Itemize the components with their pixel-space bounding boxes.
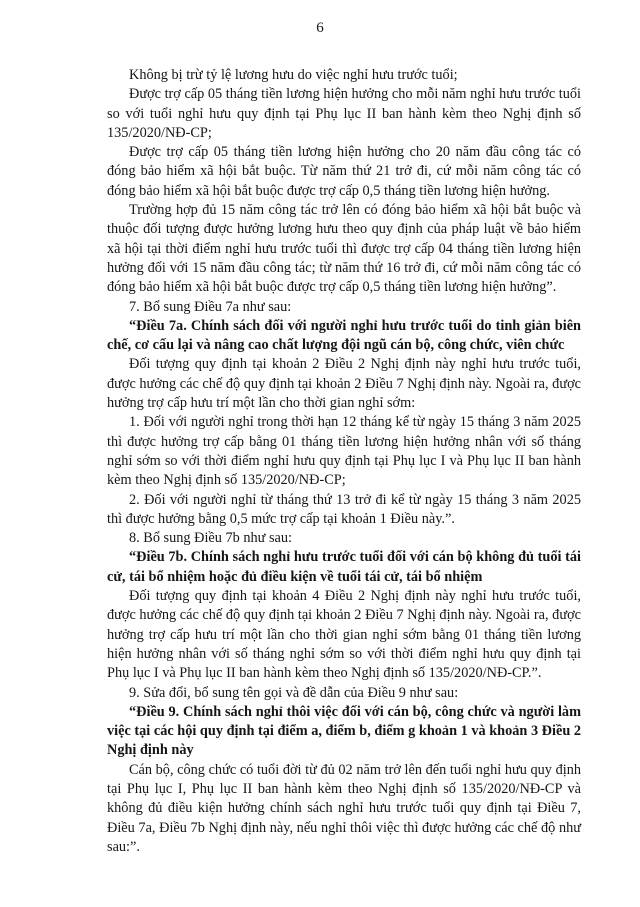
paragraph: 8. Bổ sung Điều 7b như sau: <box>129 530 293 547</box>
article-heading: “Điều 7a. Chính sách đối với người nghỉ hưu trước tuổi do tinh giản biên chế, cơ cấu lại và nâng cao chất lượng đội ngũ cán bộ, công chức, viên chức <box>107 317 581 354</box>
paragraph: Được trợ cấp 05 tháng tiền lương hiện hưởng cho 20 năm đầu công tác có đóng bảo hiểm xã hội bắt buộc. Từ năm thứ 21 trở đi, cứ mỗi năm công tác có đóng bảo hiểm xã hội bắt buộc được trợ cấp 0,5 tháng tiền lương hiện hưởng. <box>107 144 581 199</box>
paragraph: 7. Bổ sung Điều 7a như sau: <box>129 298 292 315</box>
paragraph: Cán bộ, công chức có tuổi đời từ đủ 02 năm trở lên đến tuổi nghỉ hưu quy định tại Phụ lục I, Phụ lục II ban hành kèm theo Nghị định số 135/2020/NĐ-CP và không đủ điều kiện hưởng chính sách nghỉ hưu trước tuổi quy định tại Điều 7, Điều 7a, Điều 7b Nghị định này, nếu nghỉ thôi việc thì được hưởng các chế độ như sau:”. <box>107 761 581 855</box>
paragraph: 2. Đối với người nghỉ từ tháng thứ 13 trở đi kể từ ngày 15 tháng 3 năm 2025 thì được hưởng bằng 0,5 mức trợ cấp tại khoản 1 Điều này.”. <box>107 491 581 527</box>
paragraph: 9. Sửa đổi, bổ sung tên gọi và đề dẫn của Điều 9 như sau: <box>129 684 459 701</box>
page-number: 6 <box>316 20 324 36</box>
article-heading: “Điều 9. Chính sách nghỉ thôi việc đối với cán bộ, công chức và người làm việc tại các hội quy định tại điểm a, điểm b, điểm g khoản 1 và khoản 3 Điều 2 Nghị định này <box>107 703 581 759</box>
paragraph: Được trợ cấp 05 tháng tiền lương hiện hưởng cho mỗi năm nghỉ hưu trước tuổi so với tuổi nghỉ hưu quy định tại Phụ lục II ban hành kèm theo Nghị định số 135/2020/NĐ-CP; <box>107 86 581 141</box>
paragraph: Đối tượng quy định tại khoản 4 Điều 2 Nghị định này nghỉ hưu trước tuổi, được hưởng các chế độ quy định tại khoản 2 Điều 7 Nghị định này. Ngoài ra, được hưởng trợ cấp hưu trí một lần cho thời gian nghỉ sớm bằng 01 tháng tiền lương hiện hưởng nhân với số tháng nghỉ sớm so với thời điểm nghỉ hưu quy định tại Phụ lục I và Phụ lục II ban hành kèm theo Nghị định số 135/2020/NĐ-CP.”. <box>107 588 581 682</box>
paragraph: Trường hợp đủ 15 năm công tác trở lên có đóng bảo hiểm xã hội bắt buộc và thuộc đối tượng được hưởng lương hưu theo quy định của pháp luật về bảo hiểm xã hội tại thời điểm nghỉ hưu trước tuổi thì được trợ cấp 04 tháng tiền lương hiện hưởng đối với 15 năm đầu công tác; từ năm thứ 16 trở đi, cứ mỗi năm công tác có đóng bảo hiểm xã hội bắt buộc được trợ cấp 0,5 tháng tiền lương hiện hưởng”. <box>107 202 581 296</box>
article-heading: “Điều 7b. Chính sách nghỉ hưu trước tuổi đối với cán bộ không đủ tuổi tái cử, tái bổ nhiệm hoặc đủ điều kiện về tuổi tái cử, tái bổ nhiệm <box>107 549 581 585</box>
paragraph: Đối tượng quy định tại khoản 2 Điều 2 Nghị định này nghỉ hưu trước tuổi, được hưởng các chế độ quy định tại khoản 2 Điều 7 Nghị định này. Ngoài ra, được hưởng trợ cấp hưu trí một lần cho thời gian nghỉ sớm: <box>107 356 581 412</box>
paragraph: Không bị trừ tỷ lệ lương hưu do việc nghỉ hưu trước tuổi; <box>129 67 458 83</box>
paragraph: 1. Đối với người nghỉ trong thời hạn 12 tháng kể từ ngày 15 tháng 3 năm 2025 thì được hưởng trợ cấp bằng 01 tháng tiền lương hiện hưởng nhân với số tháng nghỉ sớm so với thời điểm nghỉ hưu quy định tại Phụ lục I và Phụ lục II ban hành kèm theo Nghị định số 135/2020/NĐ-CP; <box>107 414 581 489</box>
document-body <box>107 66 581 857</box>
